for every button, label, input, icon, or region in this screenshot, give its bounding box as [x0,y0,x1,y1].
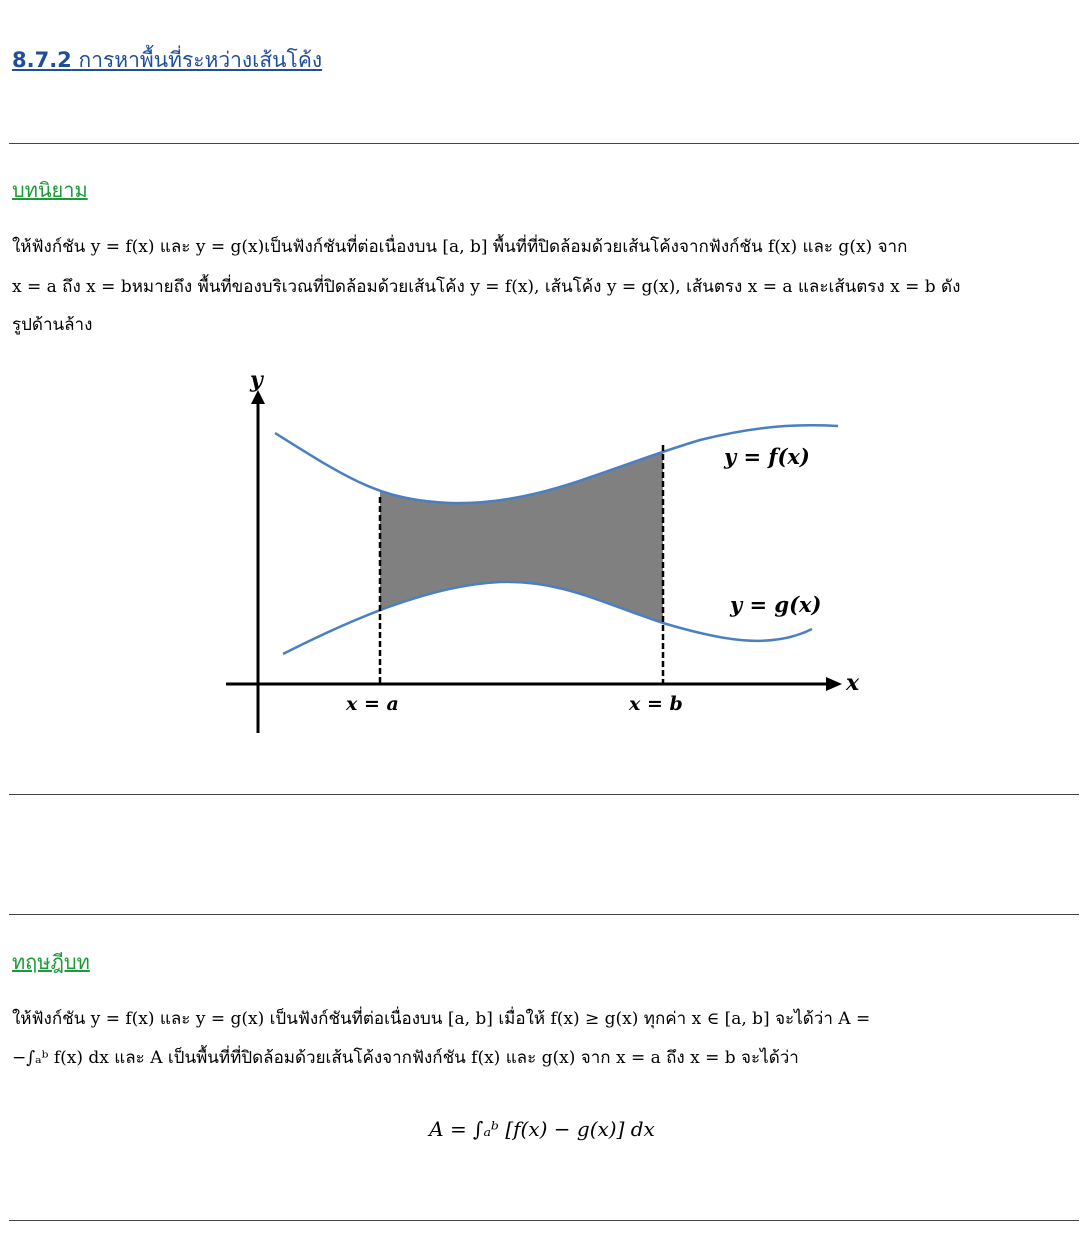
theorem-title: ทฤษฎีบท [12,950,90,974]
b-label: x = b [629,693,683,715]
x-axis-label: x [846,670,860,696]
divider [9,914,1079,915]
definition-line-1: ให้ฟังก์ชัน y = f(x) และ y = g(x)เป็นฟังก์ชันที่ต่อเนื่องบน [a, b] พื้นที่ที่ปิดล้อมด้วยเส้นโค้งจากฟังก์ชัน f(x) และ g(x) จาก [12,237,908,257]
definition-line-2: x = a ถึง x = bหมายถึง พื้นที่ของบริเวณที่ปิดล้อมด้วยเส้นโค้ง y = f(x), เส้นโค้ง y = g(x), เส้นตรง x = a และเส้นตรง x = b ดัง [12,277,961,297]
definition-title: บทนิยาม [12,178,88,202]
section-number: 8.7.2 [12,48,72,72]
a-label: x = a [346,693,399,715]
y-axis-label: y [250,367,263,393]
section-title: การหาพื้นที่ระหว่างเส้นโค้ง [78,48,323,72]
f-curve-label: y = f(x) [724,444,810,469]
x-axis-arrow [826,677,842,691]
divider [9,794,1079,795]
theorem-line-1: ให้ฟังก์ชัน y = f(x) และ y = g(x) เป็นฟังก์ชันที่ต่อเนื่องบน [a, b] เมื่อให้ f(x) ≥ g(x) ทุกค่า x ∈ [a, b] จะได้ว่า A = [12,1009,871,1029]
definition-line-3: รูปด้านล้าง [12,315,93,335]
g-curve-label: y = g(x) [730,592,822,617]
section-heading[interactable] [12,44,322,77]
theorem-line-2: −∫ₐᵇ f(x) dx และ A เป็นพื้นที่ที่ปิดล้อมด้วยเส้นโค้งจากฟังก์ชัน f(x) และ g(x) จาก x = a ถึง x = b จะได้ว่า [12,1048,799,1068]
divider [9,1220,1079,1221]
divider [9,143,1079,144]
area-between-curves-figure [0,360,1084,750]
area-formula: A = ∫ₐᵇ [f(x) − g(x)] dx [429,1117,655,1141]
